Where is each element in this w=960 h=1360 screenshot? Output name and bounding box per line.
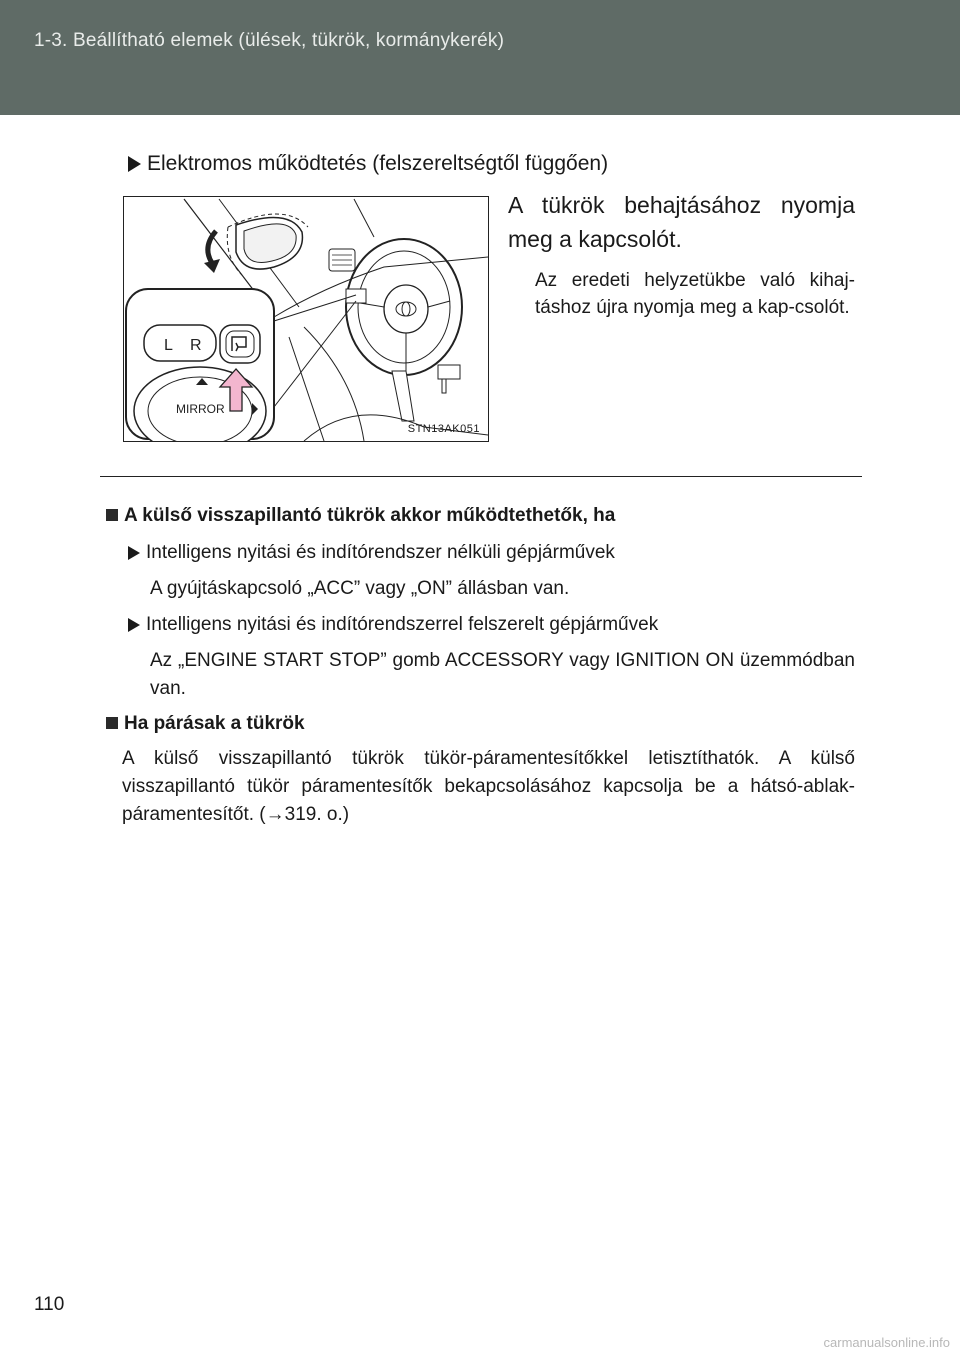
right-label: R bbox=[190, 337, 202, 354]
condition-bullet-1: Intelligens nyitási és indítórendszer nélküli gépjárművek bbox=[128, 539, 615, 567]
chapter-title: 1-3. Beállítható elemek (ülések, tükrök, kormánykerék) bbox=[34, 30, 505, 51]
watermark: carmanualsonline.info bbox=[823, 1335, 950, 1350]
condition-text-2: Az „ENGINE START STOP” gomb ACCESSORY vagy IGNITION ON üzemmódban van. bbox=[150, 650, 855, 699]
defog-text: A külső visszapillantó tükrök tükör-páramentesítőkkel letisztíthatók. A külső visszapillantó tükör páramentesítők bekapcsolásához kapcsolja be a hátsó-ablak-páramentesítőt. (→319. o.) bbox=[122, 748, 855, 825]
triangle-bullet-icon bbox=[128, 546, 140, 560]
left-label: L bbox=[164, 337, 173, 354]
condition-bullet-2: Intelligens nyitási és indítórendszerrel felszerelt gépjárművek bbox=[128, 611, 658, 639]
square-bullet-icon bbox=[106, 509, 118, 521]
page-number: 110 bbox=[34, 1294, 65, 1315]
top-bullet bbox=[128, 151, 608, 177]
section-divider bbox=[100, 476, 862, 477]
instruction-sub: Az eredeti helyzetükbe való kihaj-táshoz újra nyomja meg a kap-csolót. bbox=[535, 270, 855, 318]
top-bullet-text: Elektromos működtetés (felszereltségtől függően) bbox=[147, 152, 609, 175]
figure-code: STN13AK051 bbox=[407, 423, 480, 435]
condition-text-1: A gyújtáskapcsoló „ACC” vagy „ON” állásban van. bbox=[150, 578, 570, 599]
triangle-bullet-icon bbox=[128, 156, 141, 172]
mirror-label: MIRROR bbox=[176, 402, 225, 416]
dashboard-drawing bbox=[124, 197, 488, 441]
triangle-bullet-icon bbox=[128, 618, 140, 632]
square-bullet-icon bbox=[106, 717, 118, 729]
section-heading-defog: Ha párásak a tükrök bbox=[106, 711, 305, 737]
section-heading-operation: A külső visszapillantó tükrök akkor működtethetők, ha bbox=[106, 503, 615, 529]
instruction-main: A tükrök behajtásához nyomja meg a kapcsolót. bbox=[508, 192, 855, 252]
page-header bbox=[0, 0, 960, 115]
mirror-switch-illustration bbox=[123, 196, 489, 442]
